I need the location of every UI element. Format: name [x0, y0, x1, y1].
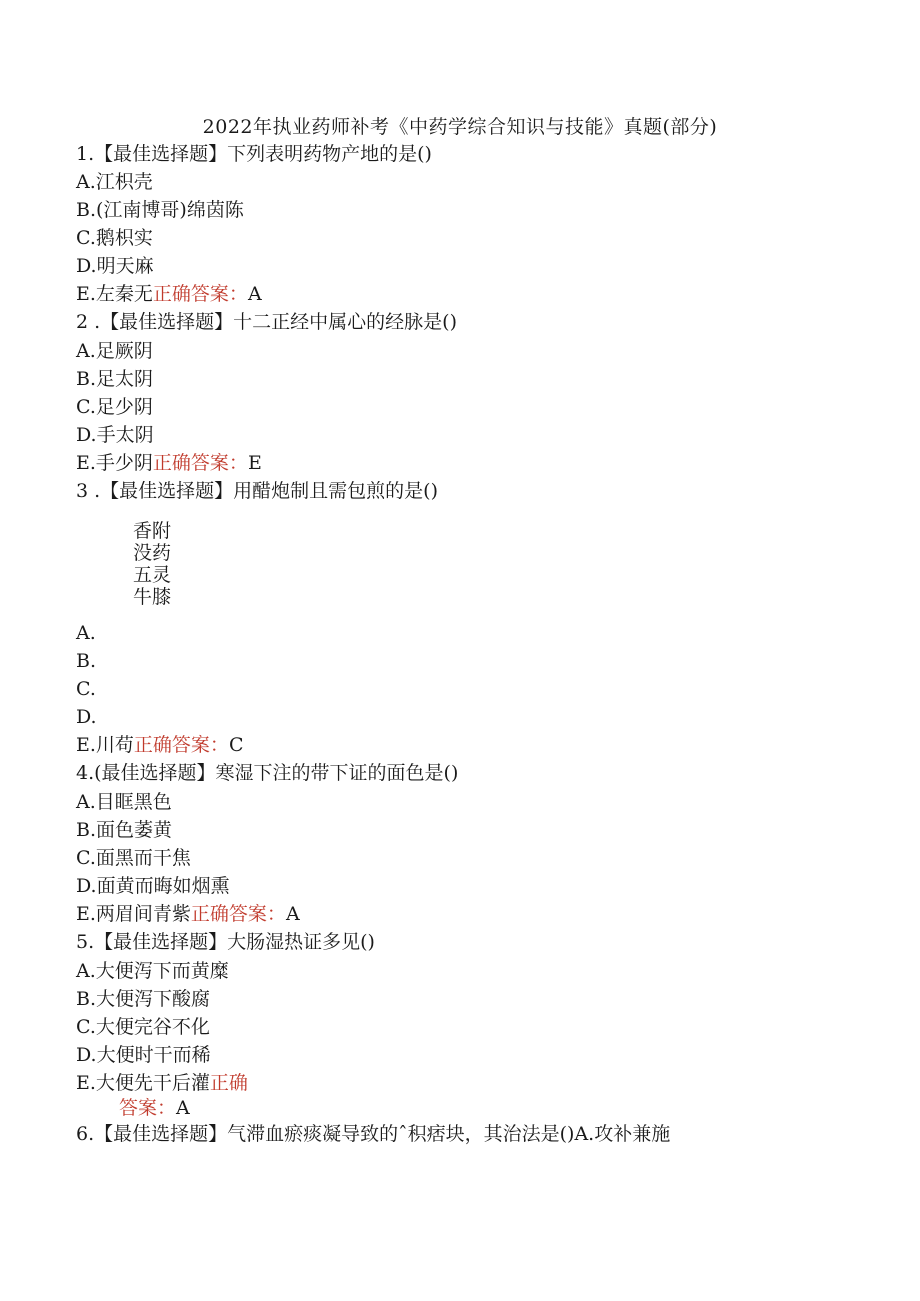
q4-option-a: A.目眶黑色 — [76, 791, 172, 813]
q3-list-item: 香附 — [133, 520, 172, 542]
q2-answer-label: 正确答案： — [152, 452, 248, 474]
q4-option-d: D.面黄而晦如烟熏 — [76, 875, 230, 897]
q3-answer: C — [228, 734, 244, 756]
q1-answer-label: 正确答案： — [152, 283, 248, 305]
q2-option-d: D.手太阴 — [76, 424, 154, 446]
q3-option-a: A. — [76, 622, 96, 644]
q3-option-e: E.川苟 — [76, 734, 134, 756]
q2-option-b: B.足太阴 — [76, 368, 154, 390]
q1-answer: A — [247, 283, 262, 305]
q5-option-a: A.大便泻下而黄糜 — [76, 960, 229, 982]
q5-option-e-row — [76, 1071, 248, 1095]
document-title: 2022年执业药师补考《中药学综合知识与技能》真题(部分) — [202, 116, 718, 138]
q2-answer: E — [247, 452, 262, 474]
q3-option-e-row — [76, 733, 243, 757]
q3-option-c: C. — [76, 678, 96, 700]
q5-option-b: B.大便泻下酸腐 — [76, 988, 211, 1010]
q4-option-b: B.面色萎黄 — [76, 819, 173, 841]
q2-option-c: C.足少阴 — [76, 396, 153, 418]
q3-list-item: 五灵 — [133, 564, 172, 586]
q1-option-d: D.明天麻 — [76, 255, 154, 277]
q6-stem: 6.【最佳选择题】气滞血瘀痰凝导致的ˆ积痞块，其治法是()A.攻补兼施 — [76, 1123, 671, 1145]
q1-option-c: C.鹅枳实 — [76, 227, 153, 249]
q3-list-item: 牛膝 — [133, 586, 172, 608]
q1-option-e: E.左秦无 — [76, 283, 153, 305]
q3-option-b: B. — [76, 650, 97, 672]
q2-option-e-row — [76, 451, 262, 475]
q1-option-b: B.(江南博哥)绵茵陈 — [76, 199, 244, 221]
q5-stem: 5.【最佳选择题】大肠湿热证多见() — [76, 931, 375, 953]
q1-stem: 1.【最佳选择题】下列表明药物产地的是() — [76, 143, 432, 165]
q5-answer-label-part1: 正确 — [209, 1072, 248, 1094]
q1-option-e-row — [76, 282, 262, 306]
q5-answer: A — [176, 1097, 190, 1119]
q5-option-e: E.大便先干后灌 — [76, 1072, 210, 1094]
q4-answer-label: 正确答案： — [190, 903, 286, 925]
q3-answer-label: 正确答案： — [133, 734, 229, 756]
q2-stem: 2 .【最佳选择题】十二正经中属心的经脉是() — [76, 311, 457, 333]
q5-option-d: D.大便时干而稀 — [76, 1044, 211, 1066]
q3-stem: 3 .【最佳选择题】用醋炮制且需包煎的是() — [76, 480, 438, 502]
q4-answer: A — [285, 903, 300, 925]
q3-list-item: 没药 — [133, 542, 172, 564]
q3-option-d: D. — [76, 706, 97, 728]
q1-option-a: A.江枳壳 — [76, 171, 153, 193]
q4-option-e: E.两眉间青紫 — [76, 903, 191, 925]
q4-option-c: C.面黑而干焦 — [76, 847, 191, 869]
q5-answer-label-part2: 答案： — [119, 1097, 177, 1119]
q5-answer-row — [119, 1096, 190, 1120]
q4-stem: 4.(最佳选择题】寒湿下注的带下证的面色是() — [76, 762, 459, 784]
q5-option-c: C.大便完谷不化 — [76, 1016, 210, 1038]
q4-option-e-row — [76, 902, 300, 926]
q2-option-a: A.足厥阴 — [76, 340, 153, 362]
q2-option-e: E.手少阴 — [76, 452, 153, 474]
